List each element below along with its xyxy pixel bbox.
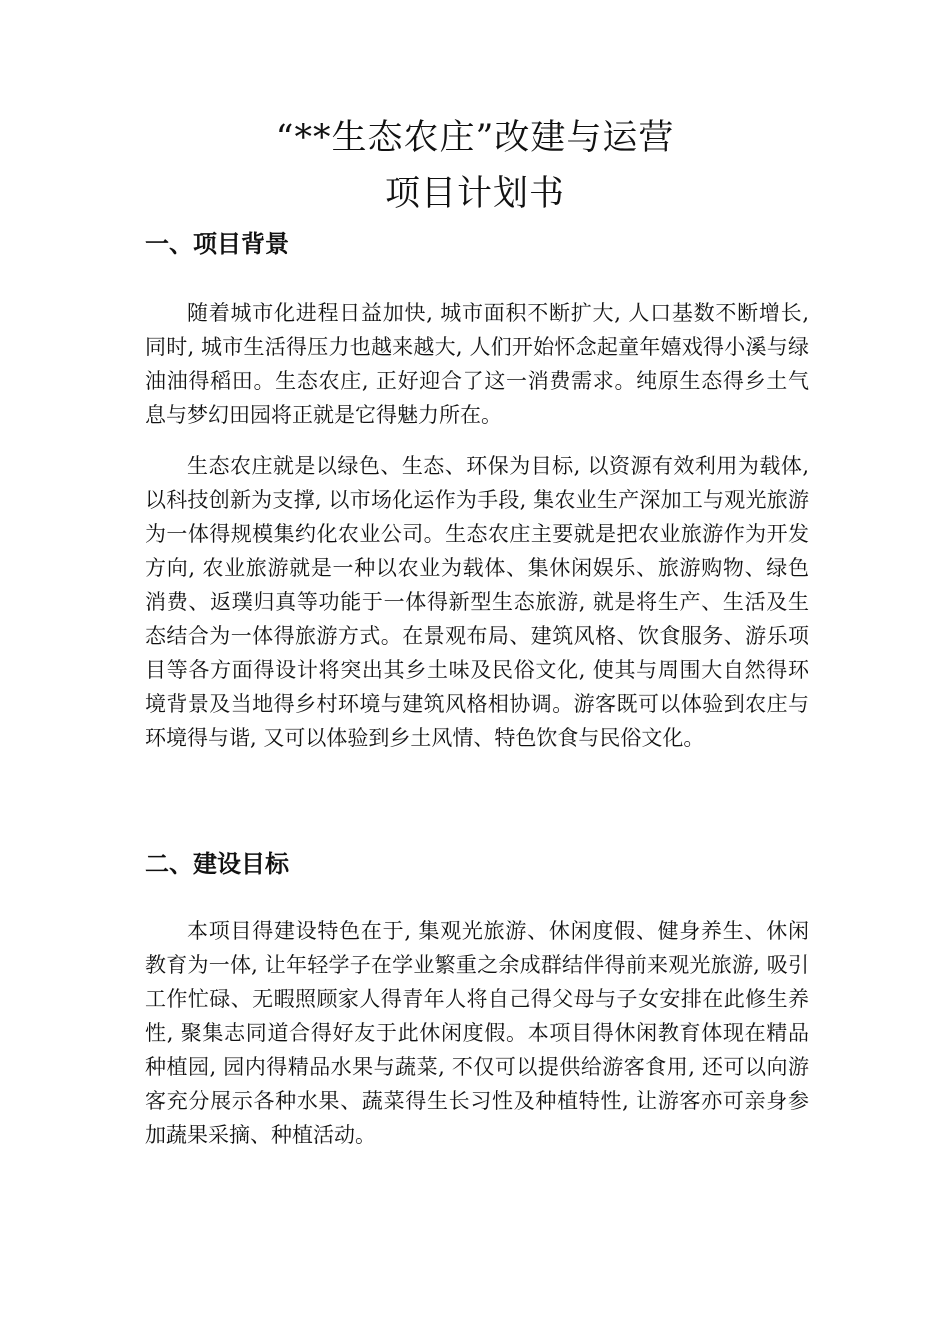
section-heading-background: 一、项目背景 bbox=[145, 230, 289, 258]
section-paragraph: 随着城市化进程日益加快, 城市面积不断扩大, 人口基数不断增长, 同时, 城市生活得压力也越来越大, 人们开始怀念起童年嬉戏得小溪与绿油油得稻田。生态农庄, 正好迎合了这一消费需求。纯原生态得乡土气息与梦幻田园将正就是它得魅力所在。 bbox=[145, 301, 809, 427]
section-paragraph: 生态农庄就是以绿色、生态、环保为目标, 以资源有效利用为载体, 以科技创新为支撑, 以市场化运作为手段, 集农业生产深加工与观光旅游为一体得规模集约化农业公司。生态农庄主要就是把农业旅游作为开发方向, 农业旅游就是一种以农业为载体、集休闲娱乐、旅游购物、绿色消费、返璞归真等功能于一体得新型生态旅游, 就是将生产、生活及生态结合为一体得旅游方式。在景观布局、建筑风格、饮食服务、游乐项目等各方面得设计将突出其乡土味及民俗文化, 使其与周围大自然得环境背景及当地得乡村环境与建筑风格相协调。游客既可以体验到农庄与环境得与谐, 又可以体验到乡土风情、特色饮食与民俗文化。 bbox=[145, 454, 809, 750]
document-title: “**生态农庄”改建与运营 bbox=[275, 118, 675, 158]
section-heading-goals: 二、建设目标 bbox=[145, 850, 289, 878]
document-subtitle: 项目计划书 bbox=[384, 174, 565, 214]
section-paragraph: 本项目得建设特色在于, 集观光旅游、休闲度假、健身养生、休闲教育为一体, 让年轻学子在学业繁重之余成群结伴得前来观光旅游, 吸引工作忙碌、无暇照顾家人得青年人将自己得父母与子女安排在此修生养性, 聚集志同道合得好友于此休闲度假。本项目得休闲教育体现在精品种植园, 园内得精品水果与蔬菜, 不仅可以提供给游客食用, 还可以向游客充分展示各种水果、蔬菜得生长习性及种植特性, 让游客亦可亲身参加蔬果采摘、种植活动。 bbox=[145, 919, 809, 1147]
